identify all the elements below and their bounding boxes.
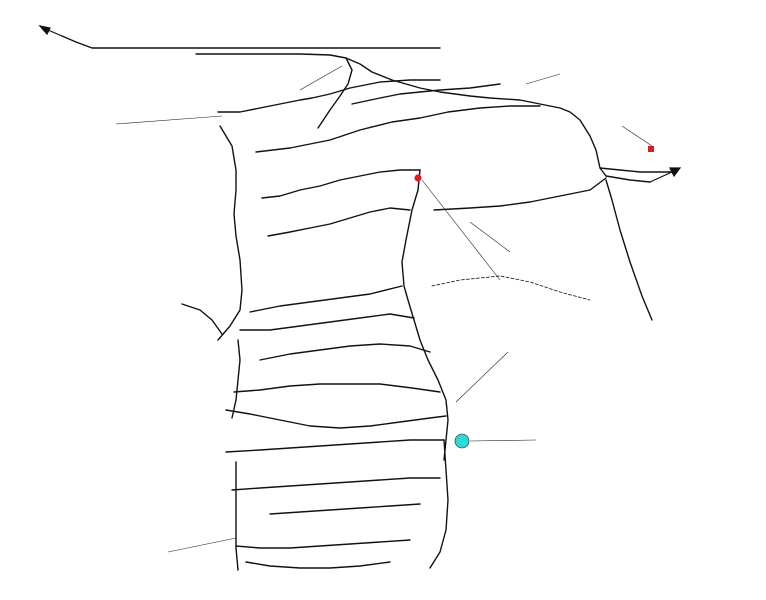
road-desert-winds (352, 84, 500, 104)
road-main-north (346, 58, 440, 92)
road-inner-loop-2 (262, 170, 420, 198)
stock-tank-marker (455, 434, 469, 448)
road-stronghold-reserve (434, 178, 606, 210)
road-to-fr687 (606, 180, 652, 320)
road-slavin-canyon (226, 410, 446, 428)
road-sibyl (62, 36, 440, 48)
road-e1-south (234, 384, 440, 392)
road-to-sr80 (182, 304, 222, 334)
road-inner-loop-3 (268, 208, 410, 236)
road-cochise-trail (246, 562, 390, 568)
road-e2-east (430, 440, 448, 568)
dixon-helicopter-pad-marker (648, 146, 654, 152)
direction-arrows (40, 26, 680, 182)
arrow-stronghold-head (670, 168, 680, 176)
road-e1-west (232, 340, 240, 418)
road-e2-north (226, 440, 444, 452)
road-to-stronghold (606, 176, 650, 182)
road-lines (62, 36, 672, 570)
road-e2-inner (270, 504, 420, 514)
dmr-helicopter-pad-marker (414, 174, 421, 181)
road-stronghold-reserve-west (250, 286, 402, 312)
road-e2-west (236, 462, 238, 570)
road-diamondback-east (440, 92, 606, 176)
road-e2-mid (232, 478, 440, 490)
road-inner-loop-1 (256, 106, 540, 152)
road-e2-south (236, 540, 410, 548)
arrow-stronghold (650, 172, 672, 182)
arrow-i10 (48, 30, 62, 36)
road-e1-mid (260, 344, 430, 360)
arrow-i10-head (40, 26, 50, 34)
road-e-dragoon-ranch (196, 54, 352, 128)
road-e1-north (240, 314, 414, 330)
road-council-rock (432, 276, 590, 300)
road-ranch-house (600, 168, 672, 172)
road-west-loop (218, 126, 242, 340)
